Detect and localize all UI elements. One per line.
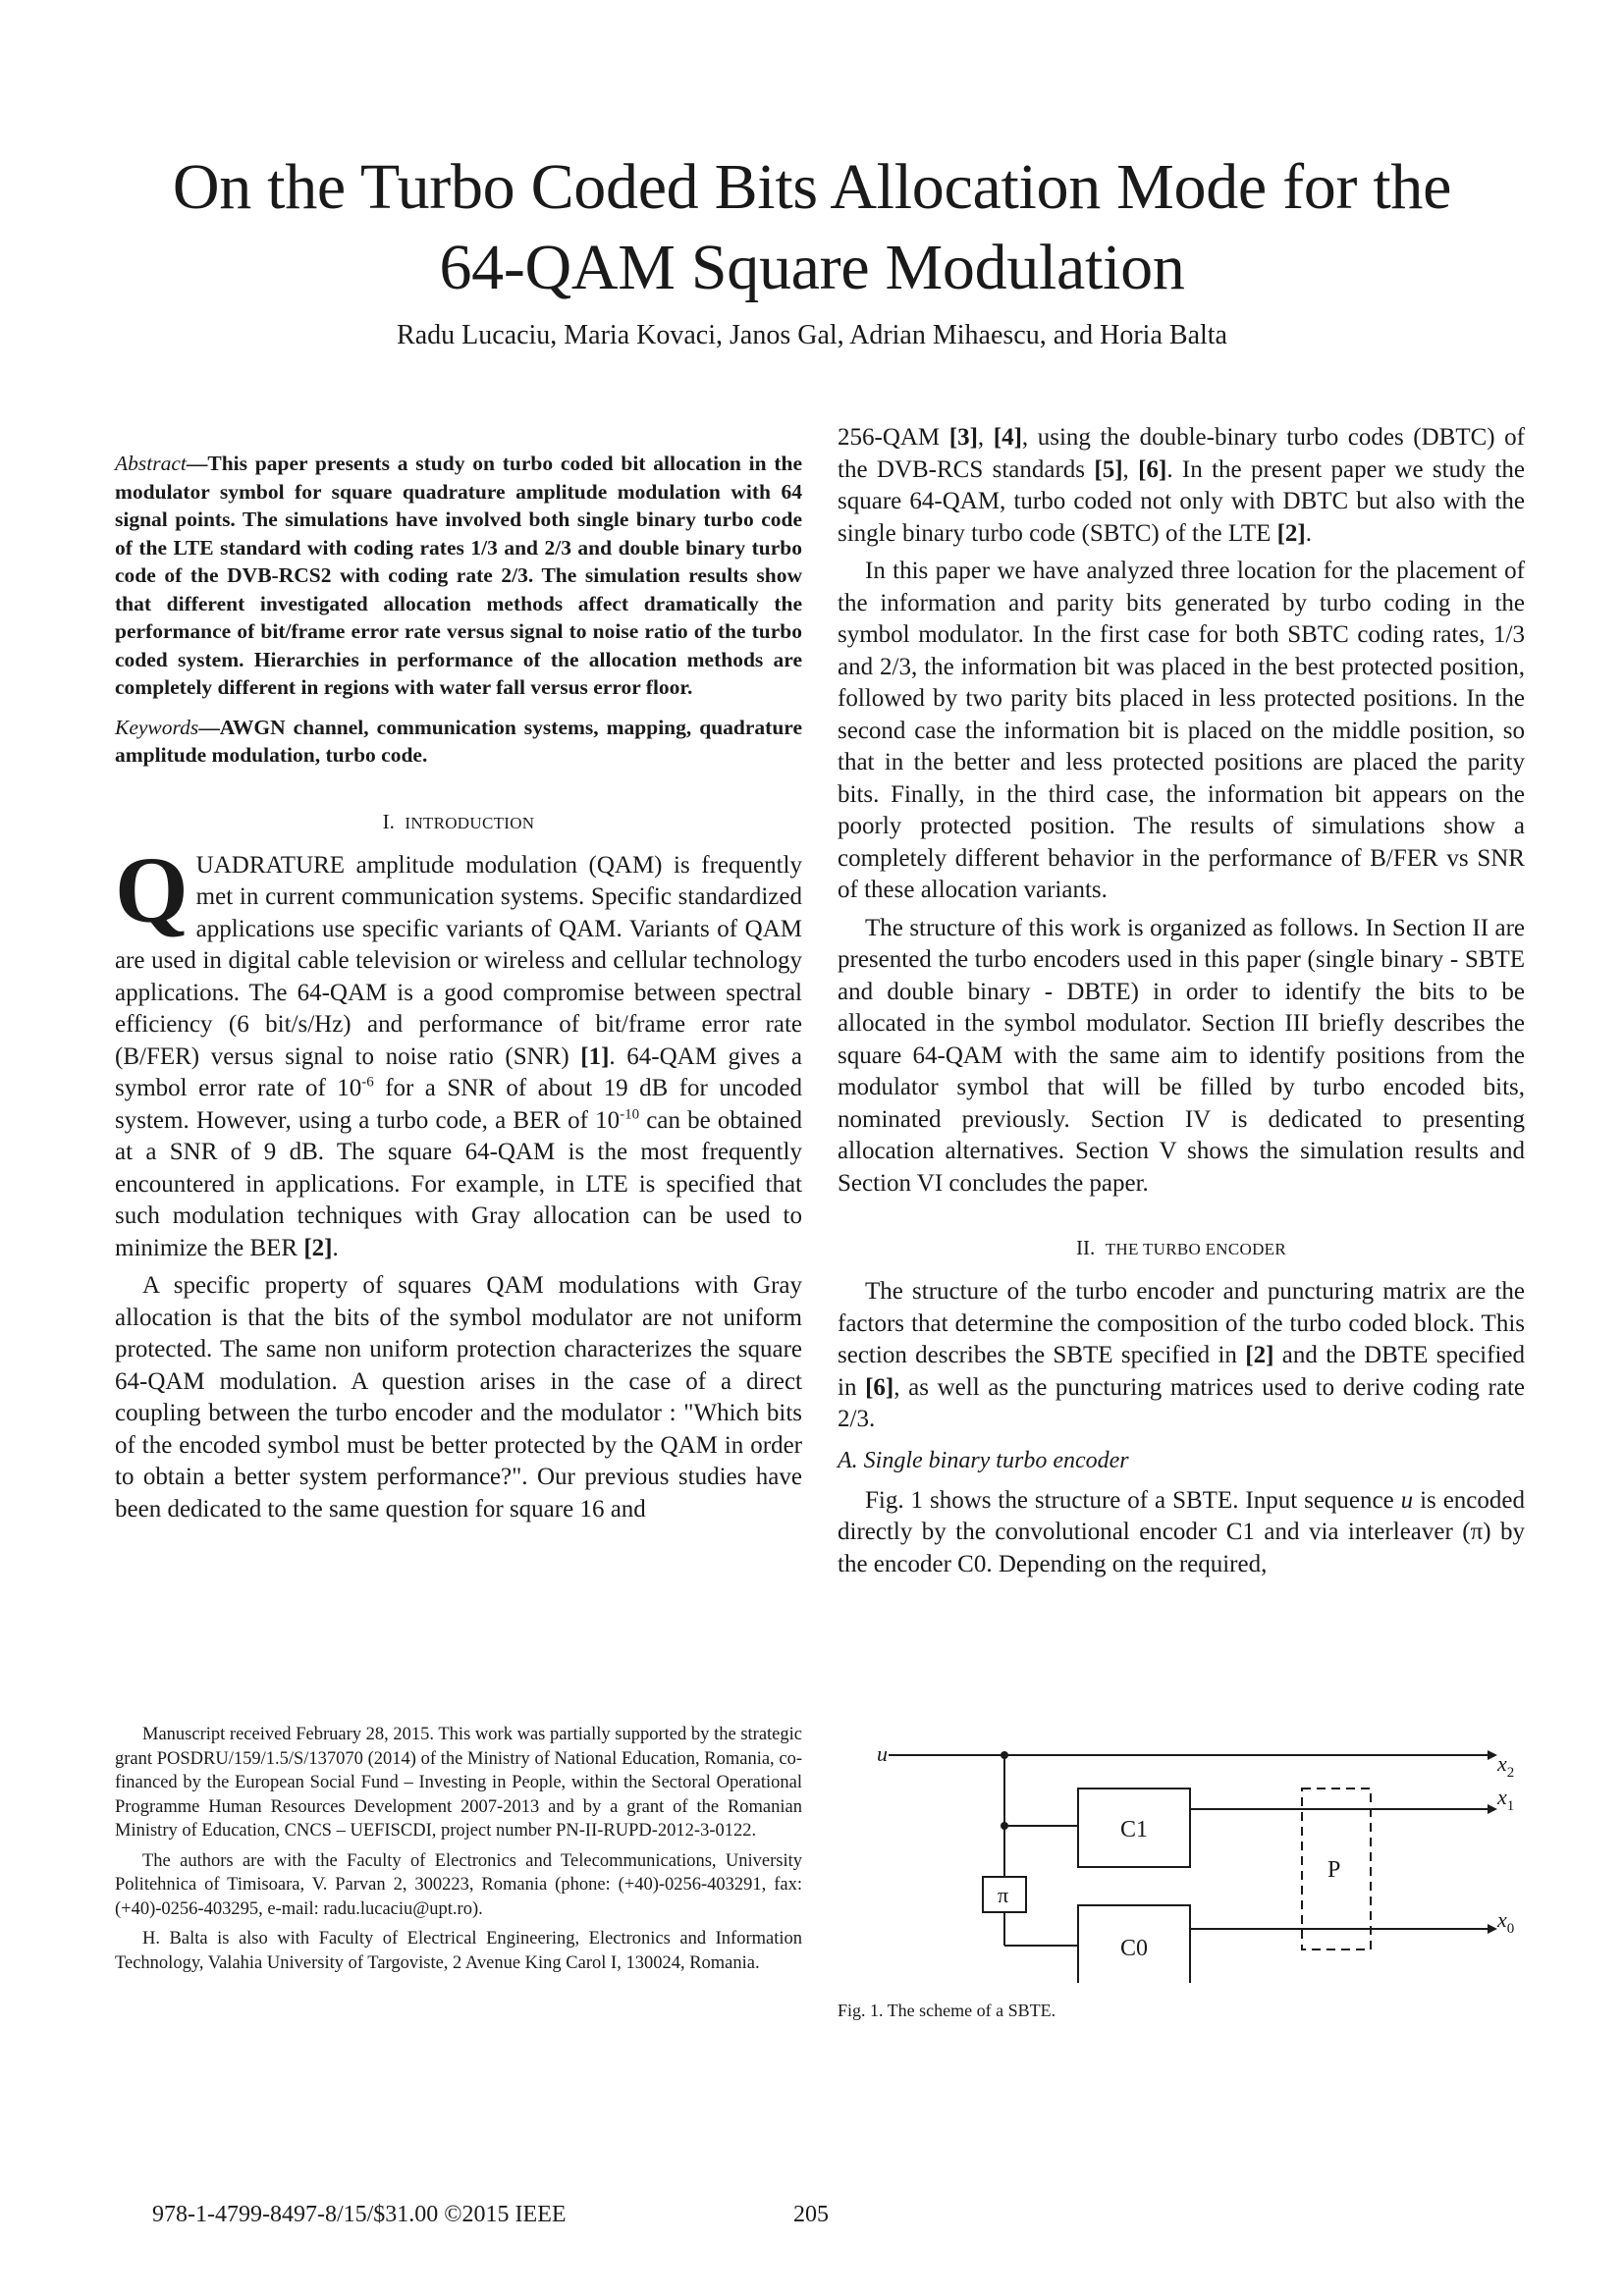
citation: [1] xyxy=(580,1042,610,1070)
encoder-c0-label: C0 xyxy=(1120,1936,1149,1961)
left-column xyxy=(115,422,802,1525)
footnote-affiliation: The authors are with the Faculty of Electronics and Telecommunications, University Politehnica of Timisoara, V. Parvan 2, 300223, Romania (phone: (+40)-0256-403291, fax: (+40)-0256-403295, e-mail: radu.lucaciu@upt.ro). xyxy=(115,1850,802,1919)
citation: [3] xyxy=(948,424,978,451)
junction-dot xyxy=(1001,1822,1008,1830)
intro-paragraph-5: The structure of this work is organized as follows. In Section II are presented the turbo encoders used in this paper (single binary - SBTE and double binary - DBTE) in order to identify the bits to be allocated in the symbol modulator. Section III briefly describes the square 64-QAM with the same aim to identify positions from the modulator symbol that will be filled by turbo encoded bits, nominated previously. Section IV is dedicated to presenting allocation alternatives. Section V shows the simulation results and Section VI concludes the paper. xyxy=(838,914,1525,1197)
footnotes xyxy=(115,1723,802,1975)
abstract xyxy=(115,450,802,702)
citation: [2] xyxy=(1276,519,1306,547)
input-u-label: u xyxy=(877,1741,888,1766)
intro-paragraph-1: QUADRATURE amplitude modulation (QAM) is frequently met in current communication systems. Specific standardized applications use specific variants of QAM. Variants of QAM are used in digital cable television or wireless and cellular technology applications. The 64-QAM is a good compromise between spectral efficiency (6 bit/s/Hz) and performance of bit/frame error rate (B/FER) versus signal to noise ratio (SNR) [1]. 64-QAM gives a symbol error rate of $10^{-6}$ for a SNR of about 19 dB for uncoded system. However, using a turbo code, a BER of $10^{-10}$ can be obtained at a SNR of 9 dB. The square 64-QAM is the most frequently encountered in applications. For example, in LTE is specified that such modulation techniques with Gray allocation can be used to minimize the BER [2]. xyxy=(115,836,803,1261)
section-2-heading xyxy=(838,1235,1525,1262)
author-list: Radu Lucaciu, Maria Kovaci, Janos Gal, Adrian Mihaescu, and Horia Balta xyxy=(397,320,1227,350)
page-number: 205 xyxy=(793,2202,829,2227)
figure-1-caption: Fig. 1. The scheme of a SBTE. xyxy=(838,2001,1056,2020)
output-x1-label: $x_1$ xyxy=(1497,1785,1515,1814)
abstract-label: Abstract xyxy=(115,452,187,475)
keywords-label: Keywords xyxy=(115,715,199,739)
interleaver-label: π xyxy=(998,1883,1009,1907)
citation: [6] xyxy=(865,1373,894,1401)
footer-isbn: 978-1-4799-8497-8/15/$31.00 ©2015 IEEE xyxy=(152,2202,567,2227)
keywords xyxy=(115,714,802,770)
output-x0-label: $x_0$ xyxy=(1497,1907,1515,1937)
section-2-paragraph-1: The structure of the turbo encoder and puncturing matrix are the factors that determine the composition of the turbo coded block. This section describes the SBTE specified in [2] and the DBTE specified in [6], as well as the puncturing matrices used to derive coding rate 2/3. xyxy=(838,1278,1525,1432)
section-1-heading xyxy=(115,809,802,836)
arrow-head xyxy=(1488,1804,1497,1814)
right-column xyxy=(838,422,1525,1580)
arrow-head xyxy=(1488,1750,1497,1760)
title-line-1: On the Turbo Coded Bits Allocation Mode for the xyxy=(172,151,1452,223)
section-2-title: THE TURBO ENCODER xyxy=(1105,1240,1286,1258)
keywords-text: —AWGN channel, communication systems, mapping, quadrature amplitude modulation, turbo code. xyxy=(115,715,802,767)
citation: [4] xyxy=(993,424,1022,451)
drop-cap: Q xyxy=(115,836,189,942)
arrow-head xyxy=(1488,1924,1497,1934)
paper-title xyxy=(108,147,1516,308)
citation: [2] xyxy=(303,1234,333,1261)
footnote-manuscript: Manuscript received February 28, 2015. This work was partially supported by the strategic grant POSDRU/159/1.5/S/137070 (2014) of the Ministry of National Education, Romania, co-financed by the European Social Fund – Investing in People, within the Sectoral Operational Programme Human Resources Development 2007-2013 and by a grant of the Romanian Ministry of Education, CNCS – UEFISCDI, project number PN-II-RUPD-2012-3-0122. xyxy=(115,1725,802,1841)
intro-paragraph-4: In this paper we have analyzed three location for the placement of the information and parity bits generated by turbo coding in the symbol modulator. In the first case for both SBTC coding rates, 1/3 and 2/3, the information bit was placed in the best protected position, followed by two parity bits placed in less protected positions. In the second case the information bit is placed on the middle position, so that in the better and less protected positions are placed the parity bits. Finally, in the third case, the information bit appears on the poorly protected position. The results of simulations show a completely different behavior in the performance of B/FER vs SNR of these allocation variants. xyxy=(838,558,1525,903)
citation: [2] xyxy=(1245,1342,1274,1368)
footnote-balta: H. Balta is also with Faculty of Electrical Engineering, Electronics and Information Technology, Valahia University of Targoviste, 2 Avenue King Carol I, 130024, Romania. xyxy=(115,1929,802,1973)
intro-paragraph-2: A specific property of squares QAM modulations with Gray allocation is that the bits of the symbol modulator are not uniform protected. The same non uniform protection characterizes the square 64-QAM modulation. A question arises in the case of a direct coupling between the turbo encoder and the modulator : "Which bits of the encoded symbol must be better protected by the QAM in order to obtain a better system performance?". Our previous studies have been dedicated to the same question for square 16 and xyxy=(115,1272,802,1522)
citation: [5] xyxy=(1094,455,1123,483)
citation: [6] xyxy=(1138,455,1167,483)
abstract-text: —This paper presents a study on turbo coded bit allocation in the modulator symbol for square quadrature amplitude modulation with 64 signal points. The simulations have involved both single binary turbo code of the LTE standard with coding rates 1/3 and 2/3 and double binary turbo code of the DVB-RCS2 with coding rate 2/3. The simulation results show that different investigated allocation methods affect dramatically the performance of bit/frame error rate versus signal to noise ratio of the turbo coded system. Hierarchies in performance of the allocation methods are completely different in regions with water fall versus error floor. xyxy=(115,452,802,699)
sbte-diagram xyxy=(838,1718,1525,1983)
output-x2-label: $x_2$ xyxy=(1497,1751,1515,1781)
puncture-label: P xyxy=(1327,1857,1341,1883)
encoder-c1-label: C1 xyxy=(1120,1817,1149,1842)
section-2-paragraph-2: Fig. 1 shows the structure of a SBTE. Input sequence u is encoded directly by the convolutional encoder C1 and via interleaver (π) by the encoder C0. Depending on the required, xyxy=(838,1486,1525,1577)
junction-dot xyxy=(1001,1751,1008,1759)
section-2-number: II. xyxy=(1076,1236,1096,1259)
section-1-number: I. xyxy=(382,809,395,833)
title-line-2: 64-QAM Square Modulation xyxy=(439,232,1185,303)
subsection-a-heading: A. Single binary turbo encoder xyxy=(838,1447,1129,1473)
figure-1 xyxy=(838,1718,1525,2022)
intro-paragraph-3: 256-QAM [3], [4], using the double-binary turbo codes (DBTC) of the DVB-RCS standards [5], [6]. In the present paper we study the square 64-QAM, turbo coded not only with DBTC but also with the single binary turbo code (SBTC) of the LTE [2]. xyxy=(838,424,1526,547)
section-1-title: INTRODUCTION xyxy=(405,813,535,832)
